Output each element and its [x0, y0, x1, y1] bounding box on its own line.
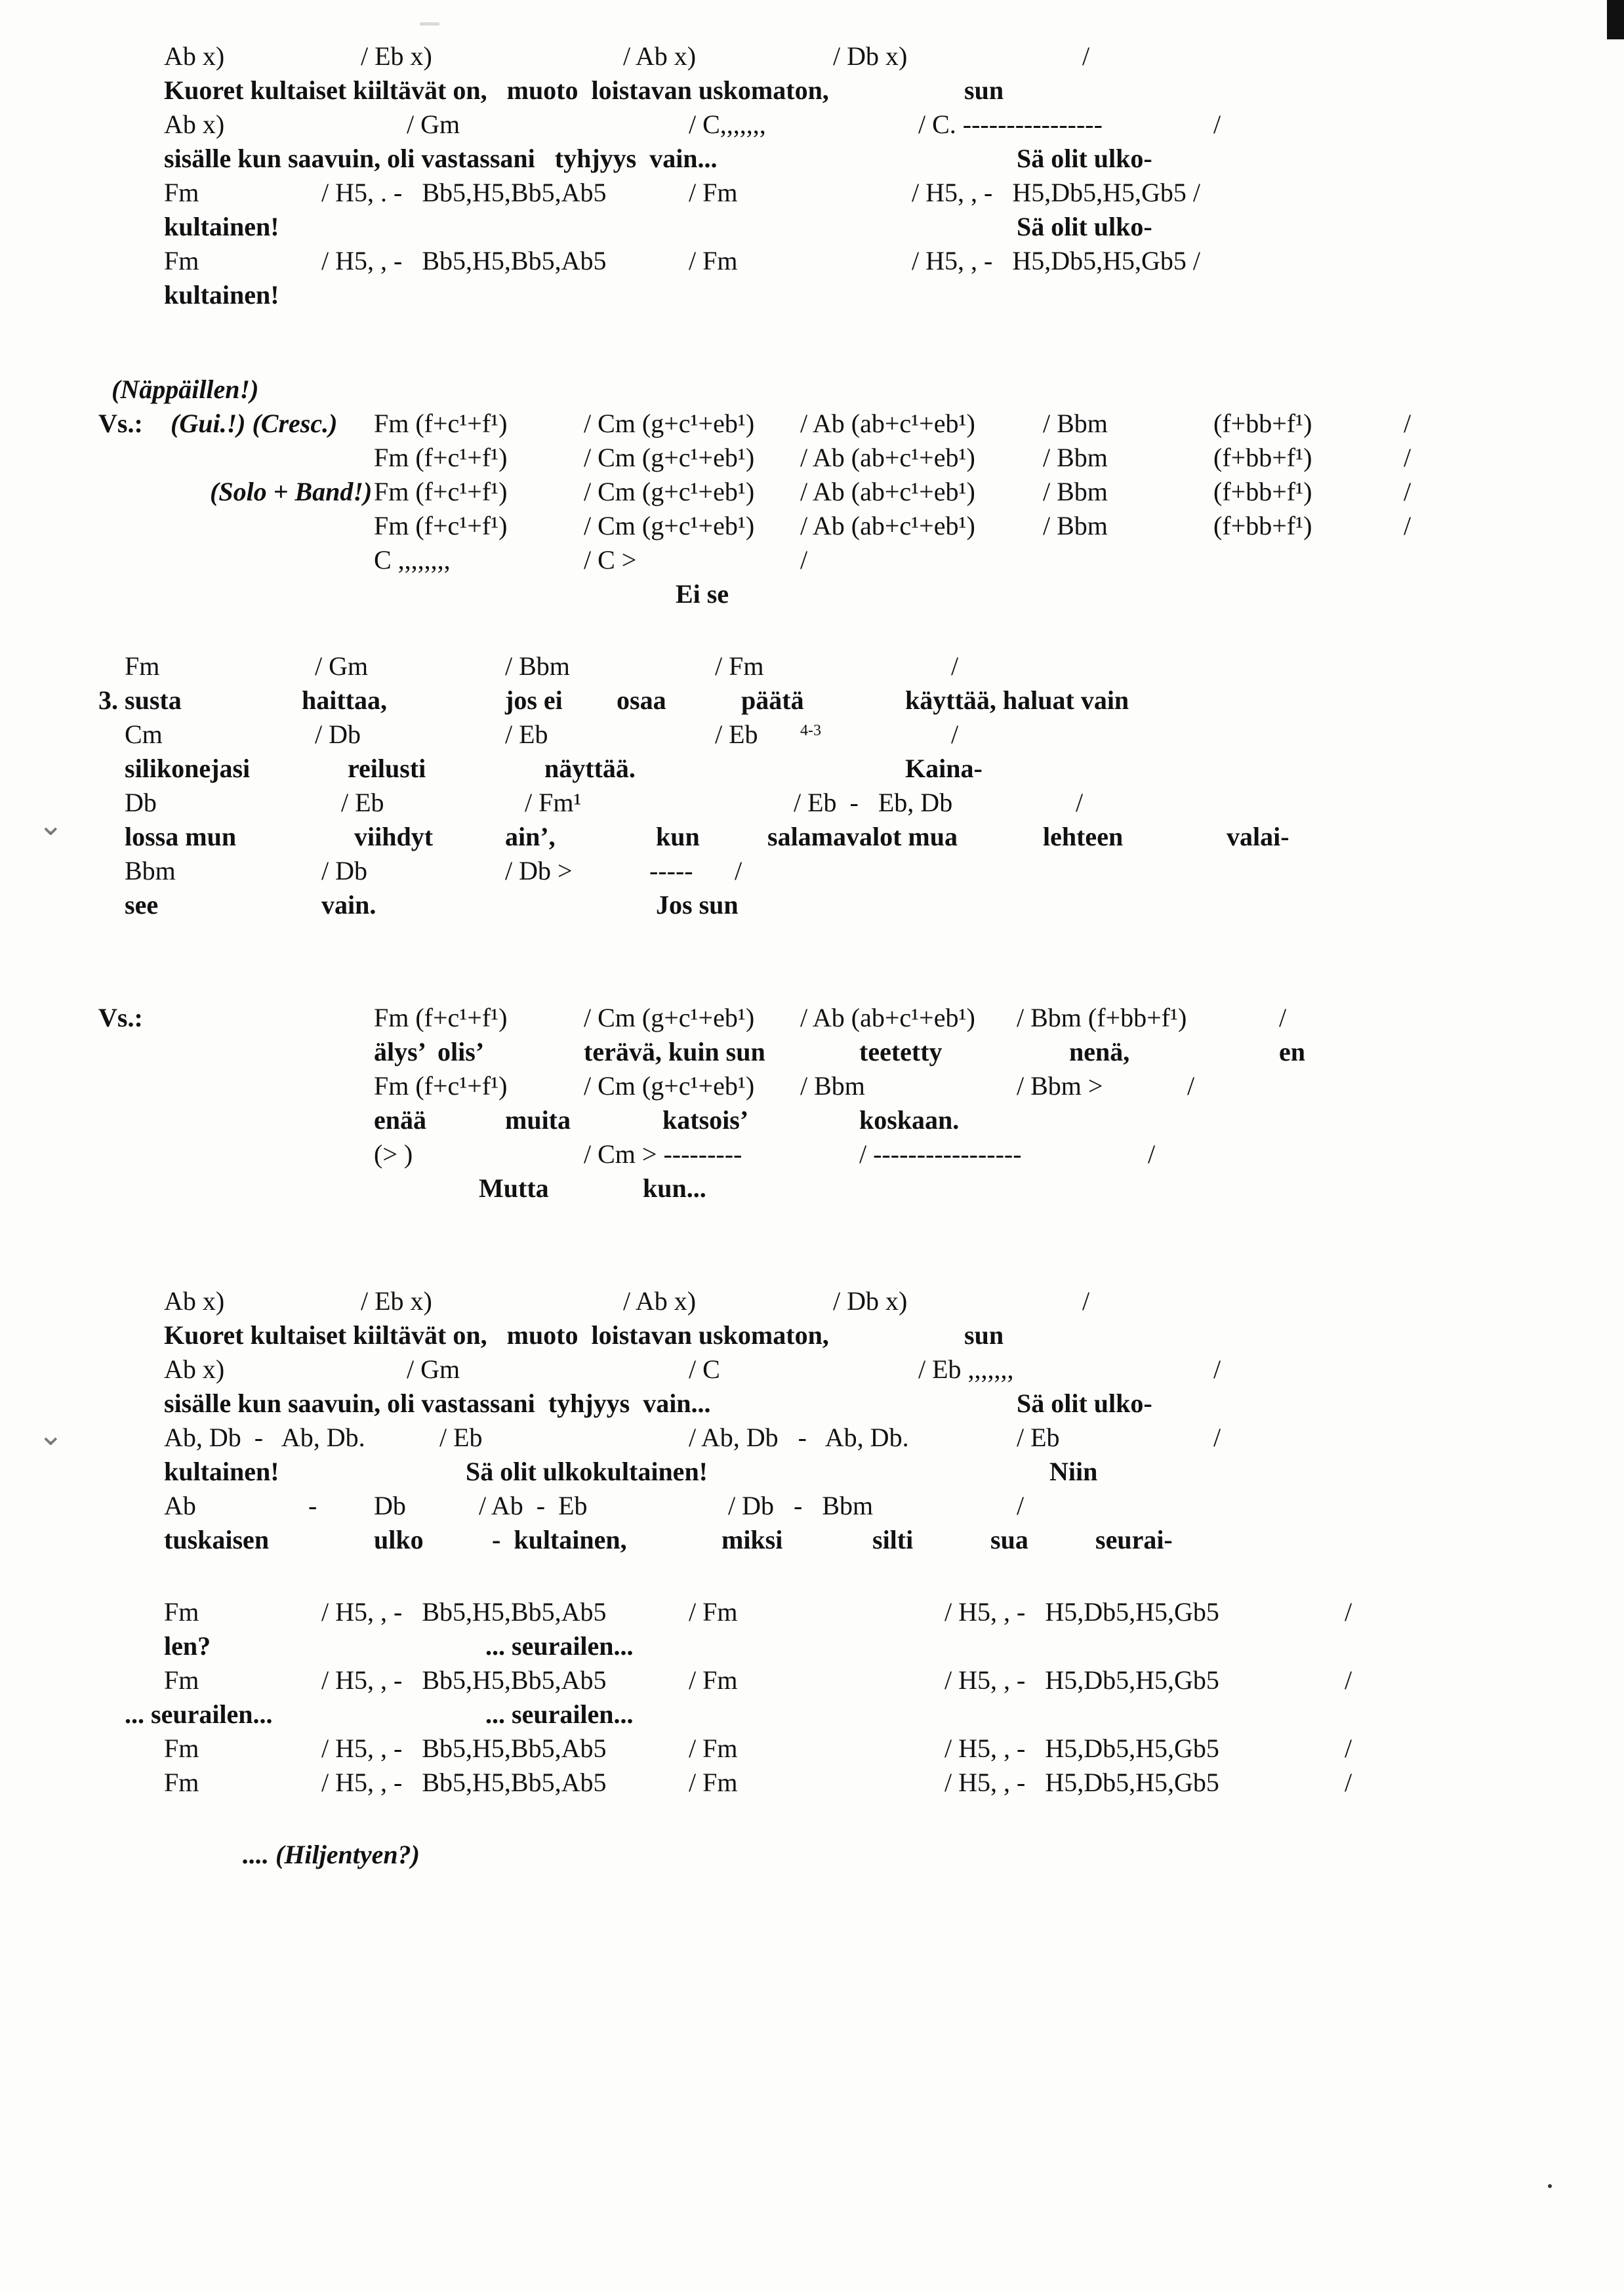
chord-segment: /: [1017, 1491, 1025, 1520]
lyric-segment: len?: [164, 1631, 211, 1661]
chord-segment: Fm: [164, 178, 199, 207]
lyric-segment: sun: [964, 1320, 1004, 1350]
chord-line: [98, 1001, 1541, 1035]
lyric-segment: viihdyt: [354, 822, 434, 851]
lyric-segment: sun: [964, 75, 1004, 105]
chord-segment: Fm (f+c¹+f¹): [374, 409, 508, 438]
lyric-segment: see: [125, 890, 159, 920]
chord-segment: / Ab x): [623, 41, 697, 71]
chord-segment: / Cm (g+c¹+eb¹): [584, 1071, 755, 1101]
chord-segment: / C. ----------------: [918, 110, 1103, 139]
chord-line: [98, 108, 1541, 142]
chord-segment: (f+bb+f¹): [1213, 443, 1312, 472]
chord-segment: Fm (f+c¹+f¹): [374, 511, 508, 540]
lyric-line: [98, 1035, 1541, 1069]
chord-line: [98, 1663, 1541, 1697]
song-block-chorus2: [98, 1284, 1541, 1557]
lyric-segment: tuskaisen: [164, 1525, 270, 1554]
chord-segment: / Bbm >: [1017, 1071, 1103, 1101]
lyric-line: [98, 1318, 1541, 1352]
chord-segment: Ab x): [164, 1354, 225, 1384]
lyric-segment: ulko: [374, 1525, 424, 1554]
lyric-segment: ... seurailen...: [485, 1699, 634, 1729]
chord-line: [98, 1489, 1541, 1523]
chord-segment: /: [951, 720, 959, 749]
chord-segment: / Bbm: [800, 1071, 865, 1101]
chord-segment: /: [1404, 409, 1411, 438]
lyric-segment: valai-: [1227, 822, 1289, 851]
chord-line: [98, 786, 1541, 820]
chord-segment: /: [800, 545, 808, 575]
chord-segment: /: [1213, 110, 1221, 139]
block-spacer: [98, 1557, 1541, 1595]
lyric-segment: näyttää.: [544, 754, 636, 783]
block-spacer: [98, 611, 1541, 649]
chord-segment: Fm: [164, 1597, 199, 1627]
lyric-segment: seurai-: [1095, 1525, 1173, 1554]
lyric-segment: susta: [125, 685, 182, 715]
lyric-segment: koskaan.: [859, 1105, 960, 1135]
chord-segment: / H5, , - H5,Db5,H5,Gb5 /: [912, 246, 1200, 275]
chord-segment: Vs.:: [98, 409, 143, 438]
lyric-line: [98, 1697, 1541, 1732]
chord-segment: / Cm > ---------: [584, 1139, 742, 1169]
block-spacer: [98, 1206, 1541, 1284]
chord-segment: (Solo + Band!): [210, 477, 373, 506]
song-block-chorus1: [98, 39, 1541, 312]
lyric-segment: kultainen!: [164, 212, 279, 241]
lyric-segment: kultainen!: [164, 1457, 279, 1486]
chord-segment: Fm (f+c¹+f¹): [374, 1003, 508, 1032]
chord-segment: / H5, , - Bb5,H5,Bb5,Ab5: [321, 1665, 607, 1695]
chord-segment: / Bbm (f+bb+f¹): [1017, 1003, 1187, 1032]
lyric-line: [98, 577, 1541, 611]
chord-segment: Fm (f+c¹+f¹): [374, 477, 508, 506]
chord-line: [98, 1732, 1541, 1766]
chord-segment: / Eb x): [361, 1286, 432, 1316]
lyric-segment: teetetty: [859, 1037, 943, 1066]
chord-segment: / Ab (ab+c¹+eb¹): [800, 477, 975, 506]
lyric-segment: haittaa,: [302, 685, 387, 715]
chord-segment: / Db x): [833, 1286, 908, 1316]
lyric-segment: Kuoret kultaiset kiiltävät on, muoto loistavan uskomaton,: [164, 75, 829, 105]
chord-line: [98, 854, 1541, 888]
chord-segment: Fm (f+c¹+f¹): [374, 1071, 508, 1101]
lyric-segment: Jos sun: [656, 890, 739, 920]
lyric-segment: kun...: [643, 1173, 706, 1203]
chord-segment: / Cm (g+c¹+eb¹): [584, 409, 755, 438]
lyric-segment: en: [1279, 1037, 1305, 1066]
chord-segment: / Eb ,,,,,,,: [918, 1354, 1014, 1384]
lyric-line: [98, 73, 1541, 108]
chord-segment: / Fm: [689, 1665, 738, 1695]
chord-segment: / Gm: [315, 651, 369, 681]
chord-line: [98, 1766, 1541, 1800]
chord-segment: / Db: [321, 856, 367, 885]
lyric-segment: jos ei: [505, 685, 563, 715]
lyric-line: [98, 1171, 1541, 1206]
chord-segment: / C,,,,,,,: [689, 110, 766, 139]
chord-segment: / H5, , - Bb5,H5,Bb5,Ab5: [321, 1734, 607, 1763]
chord-segment: /: [1345, 1665, 1352, 1695]
chord-segment: / Db - Bbm: [728, 1491, 874, 1520]
chord-segment: / C >: [584, 545, 637, 575]
chord-segment: / Fm: [689, 246, 738, 275]
lyric-segment: nenä,: [1069, 1037, 1130, 1066]
chord-segment: / Eb - Eb, Db: [794, 788, 953, 817]
chord-segment: Fm: [164, 1665, 199, 1695]
chord-segment: Fm (f+c¹+f¹): [374, 443, 508, 472]
lyric-segment: ... seurailen...: [125, 1699, 273, 1729]
lyric-segment: terävä, kuin sun: [584, 1037, 765, 1066]
chord-line: [98, 543, 1541, 577]
chord-segment: / H5, , - H5,Db5,H5,Gb5: [944, 1734, 1219, 1763]
chord-segment: (f+bb+f¹): [1213, 409, 1312, 438]
chord-segment: / Fm: [689, 1734, 738, 1763]
chord-segment: /: [1082, 1286, 1090, 1316]
chord-segment: / Cm (g+c¹+eb¹): [584, 511, 755, 540]
chord-segment: -: [308, 1491, 317, 1520]
chord-segment: / -----------------: [859, 1139, 1022, 1169]
chord-segment: / Gm: [407, 1354, 460, 1384]
lyric-segment: silti: [872, 1525, 914, 1554]
chord-segment: / Cm (g+c¹+eb¹): [584, 1003, 755, 1032]
chord-segment: /: [1345, 1768, 1352, 1797]
scan-edge-artifact: [1607, 0, 1624, 39]
lyric-line: [98, 1629, 1541, 1663]
chord-line: [98, 718, 1541, 752]
lyric-line: [98, 820, 1541, 854]
scan-speck: [1548, 2184, 1552, 2188]
lyric-segment: miksi: [721, 1525, 783, 1554]
chord-line: [98, 1284, 1541, 1318]
lyric-segment: käyttää, haluat vain: [905, 685, 1129, 715]
note-segment: .... (Hiljentyen?): [243, 1840, 420, 1869]
song-block-verse3: [98, 649, 1541, 922]
chord-segment: Vs.:: [98, 1003, 143, 1032]
lyric-segment: älys’ olis’: [374, 1037, 485, 1066]
chord-segment: / Bbm: [1043, 443, 1108, 472]
chord-segment: / Bbm: [1043, 409, 1108, 438]
chord-segment: / Bbm: [1043, 511, 1108, 540]
chord-segment: /: [1148, 1139, 1156, 1169]
lyric-segment: muita: [505, 1105, 571, 1135]
lyric-line: [98, 278, 1541, 312]
chord-segment: / Gm: [407, 110, 460, 139]
chord-segment: / Ab x): [623, 1286, 697, 1316]
chord-segment: / H5, , - H5,Db5,H5,Gb5 /: [912, 178, 1200, 207]
chord-segment: C ,,,,,,,,: [374, 545, 451, 575]
chord-segment: Ab x): [164, 41, 225, 71]
margin-pencil-mark-2: ⌄: [38, 1418, 64, 1451]
lyric-segment: sua: [990, 1525, 1028, 1554]
lyric-segment: päätä: [741, 685, 804, 715]
chord-line: [98, 441, 1541, 475]
note-segment: (Näppäillen!): [112, 375, 259, 404]
lyric-line: [98, 142, 1541, 176]
lyric-line: [98, 210, 1541, 244]
lyric-segment: ain’,: [505, 822, 556, 851]
block-spacer: [98, 1800, 1541, 1838]
lyric-segment: kun: [656, 822, 700, 851]
chord-segment: / Cm (g+c¹+eb¹): [584, 477, 755, 506]
chord-segment: / Fm: [689, 1768, 738, 1797]
chord-line: [98, 509, 1541, 543]
chord-line: [98, 649, 1541, 683]
chord-segment: Db: [125, 788, 157, 817]
chord-segment: / Db x): [833, 41, 908, 71]
lyric-line: [98, 1523, 1541, 1557]
chord-line: [98, 1595, 1541, 1629]
chord-segment: / H5, , - Bb5,H5,Bb5,Ab5: [321, 246, 607, 275]
chord-segment: / Eb: [439, 1423, 483, 1452]
lyric-line: [98, 1103, 1541, 1137]
song-block-verse-bridge: [98, 1001, 1541, 1206]
chord-segment: / Bbm: [505, 651, 570, 681]
chord-line: [98, 1421, 1541, 1455]
chord-line: [98, 475, 1541, 509]
chord-segment: / H5, . - Bb5,H5,Bb5,Ab5: [321, 178, 607, 207]
chord-segment: / Bbm: [1043, 477, 1108, 506]
chord-segment: /: [1345, 1734, 1352, 1763]
chord-segment: / H5, , - Bb5,H5,Bb5,Ab5: [321, 1597, 607, 1627]
chord-segment: /: [1076, 788, 1084, 817]
chord-segment: /: [1213, 1423, 1221, 1452]
chord-line: [98, 39, 1541, 73]
chord-line: [98, 1352, 1541, 1387]
chord-segment: 4-3: [800, 722, 821, 739]
chord-segment: -----: [649, 856, 693, 885]
chord-segment: / Fm¹: [525, 788, 582, 817]
chord-segment: Ab, Db - Ab, Db.: [164, 1423, 365, 1452]
lyric-segment: Sä olit ulko-: [1017, 212, 1152, 241]
chord-line: [98, 244, 1541, 278]
chord-segment: Fm: [125, 651, 160, 681]
chord-segment: / Ab (ab+c¹+eb¹): [800, 443, 975, 472]
lyric-segment: sisälle kun saavuin, oli vastassani tyhjyys vain...: [164, 1389, 711, 1418]
lyric-segment: Sä olit ulkokultainen!: [466, 1457, 708, 1486]
chord-segment: /: [1187, 1071, 1195, 1101]
lyric-segment: lossa mun: [125, 822, 237, 851]
song-block-final-note: [98, 1838, 1541, 1872]
chord-segment: /: [1279, 1003, 1287, 1032]
lyric-segment: enää: [374, 1105, 426, 1135]
chord-segment: /: [951, 651, 959, 681]
lyric-segment: lehteen: [1043, 822, 1124, 851]
lyric-segment: Sä olit ulko-: [1017, 144, 1152, 173]
chord-segment: Bbm: [125, 856, 176, 885]
lyric-segment: silikonejasi: [125, 754, 251, 783]
chord-segment: Fm: [164, 1734, 199, 1763]
lyric-segment: vain.: [321, 890, 376, 920]
lyric-segment: kultainen!: [164, 280, 279, 310]
chord-segment: / Eb: [341, 788, 384, 817]
chord-segment: (Gui.!) (Cresc.): [171, 409, 338, 438]
chord-segment: /: [1345, 1597, 1352, 1627]
chord-segment: / Fm: [689, 178, 738, 207]
chord-line: [98, 1137, 1541, 1171]
chord-segment: / Cm (g+c¹+eb¹): [584, 443, 755, 472]
chord-line: [98, 176, 1541, 210]
chord-segment: / H5, , - H5,Db5,H5,Gb5: [944, 1597, 1219, 1627]
chord-segment: / H5, , - Bb5,H5,Bb5,Ab5: [321, 1768, 607, 1797]
lyric-line: [98, 888, 1541, 922]
chord-segment: Db: [374, 1491, 406, 1520]
block-spacer: [98, 312, 1541, 373]
lyric-segment: sisälle kun saavuin, oli vastassani tyhjyys vain...: [164, 144, 718, 173]
lyric-segment: Ei se: [676, 579, 729, 609]
chord-segment: / C: [689, 1354, 720, 1384]
lyric-segment: osaa: [617, 685, 666, 715]
chord-segment: / Eb: [1017, 1423, 1060, 1452]
chord-segment: /: [1213, 1354, 1221, 1384]
lyric-segment: Sä olit ulko-: [1017, 1389, 1152, 1418]
lyric-segment: Mutta: [479, 1173, 549, 1203]
chord-line: [98, 407, 1541, 441]
chord-segment: Ab: [164, 1491, 196, 1520]
chord-segment: / Fm: [715, 651, 764, 681]
lyric-line: [98, 1387, 1541, 1421]
chord-segment: /: [1404, 511, 1411, 540]
song-block-outro: [98, 1595, 1541, 1800]
chord-segment: Ab x): [164, 110, 225, 139]
chord-segment: / Ab - Eb: [479, 1491, 588, 1520]
lyric-segment: 3.: [98, 685, 118, 715]
chord-segment: / Db >: [505, 856, 573, 885]
performance-note-line: [98, 1838, 1541, 1872]
lyric-segment: salamavalot mua: [767, 822, 958, 851]
chord-segment: (f+bb+f¹): [1213, 477, 1312, 506]
chord-segment: / Eb: [715, 720, 758, 749]
lyric-segment: katsois’: [662, 1105, 749, 1135]
chord-segment: / Ab (ab+c¹+eb¹): [800, 409, 975, 438]
chord-segment: Ab x): [164, 1286, 225, 1316]
chord-segment: / Ab (ab+c¹+eb¹): [800, 1003, 975, 1032]
chord-line: [98, 1069, 1541, 1103]
block-spacer: [98, 922, 1541, 1001]
chord-segment: Cm: [125, 720, 163, 749]
chord-segment: /: [1082, 41, 1090, 71]
scan-smudge: [420, 22, 439, 26]
chord-segment: / Fm: [689, 1597, 738, 1627]
chord-segment: / Eb: [505, 720, 548, 749]
lyric-segment: - kultainen,: [492, 1525, 627, 1554]
chord-segment: / H5, , - H5,Db5,H5,Gb5: [944, 1768, 1219, 1797]
chord-segment: /: [735, 856, 742, 885]
lyric-segment: reilusti: [348, 754, 426, 783]
chord-segment: / Ab, Db - Ab, Db.: [689, 1423, 909, 1452]
chord-segment: / Db: [315, 720, 361, 749]
lyric-segment: Kaina-: [905, 754, 983, 783]
chord-segment: / Ab (ab+c¹+eb¹): [800, 511, 975, 540]
chord-segment: Fm: [164, 246, 199, 275]
chord-segment: /: [1404, 477, 1411, 506]
lyric-segment: Niin: [1049, 1457, 1098, 1486]
performance-note-line: [98, 373, 1541, 407]
chord-segment: / Eb x): [361, 41, 432, 71]
lyric-line: [98, 683, 1541, 718]
lyric-line: [98, 1455, 1541, 1489]
margin-pencil-mark-1: ⌄: [38, 808, 64, 842]
song-sheet-body: [98, 39, 1541, 1872]
chord-segment: /: [1404, 443, 1411, 472]
chord-segment: Fm: [164, 1768, 199, 1797]
chord-segment: (> ): [374, 1139, 413, 1169]
lyric-segment: Kuoret kultaiset kiiltävät on, muoto loistavan uskomaton,: [164, 1320, 829, 1350]
song-block-solo: [98, 373, 1541, 611]
lyric-line: [98, 752, 1541, 786]
lyric-segment: ... seurailen...: [485, 1631, 634, 1661]
chord-segment: / H5, , - H5,Db5,H5,Gb5: [944, 1665, 1219, 1695]
chord-segment: (f+bb+f¹): [1213, 511, 1312, 540]
